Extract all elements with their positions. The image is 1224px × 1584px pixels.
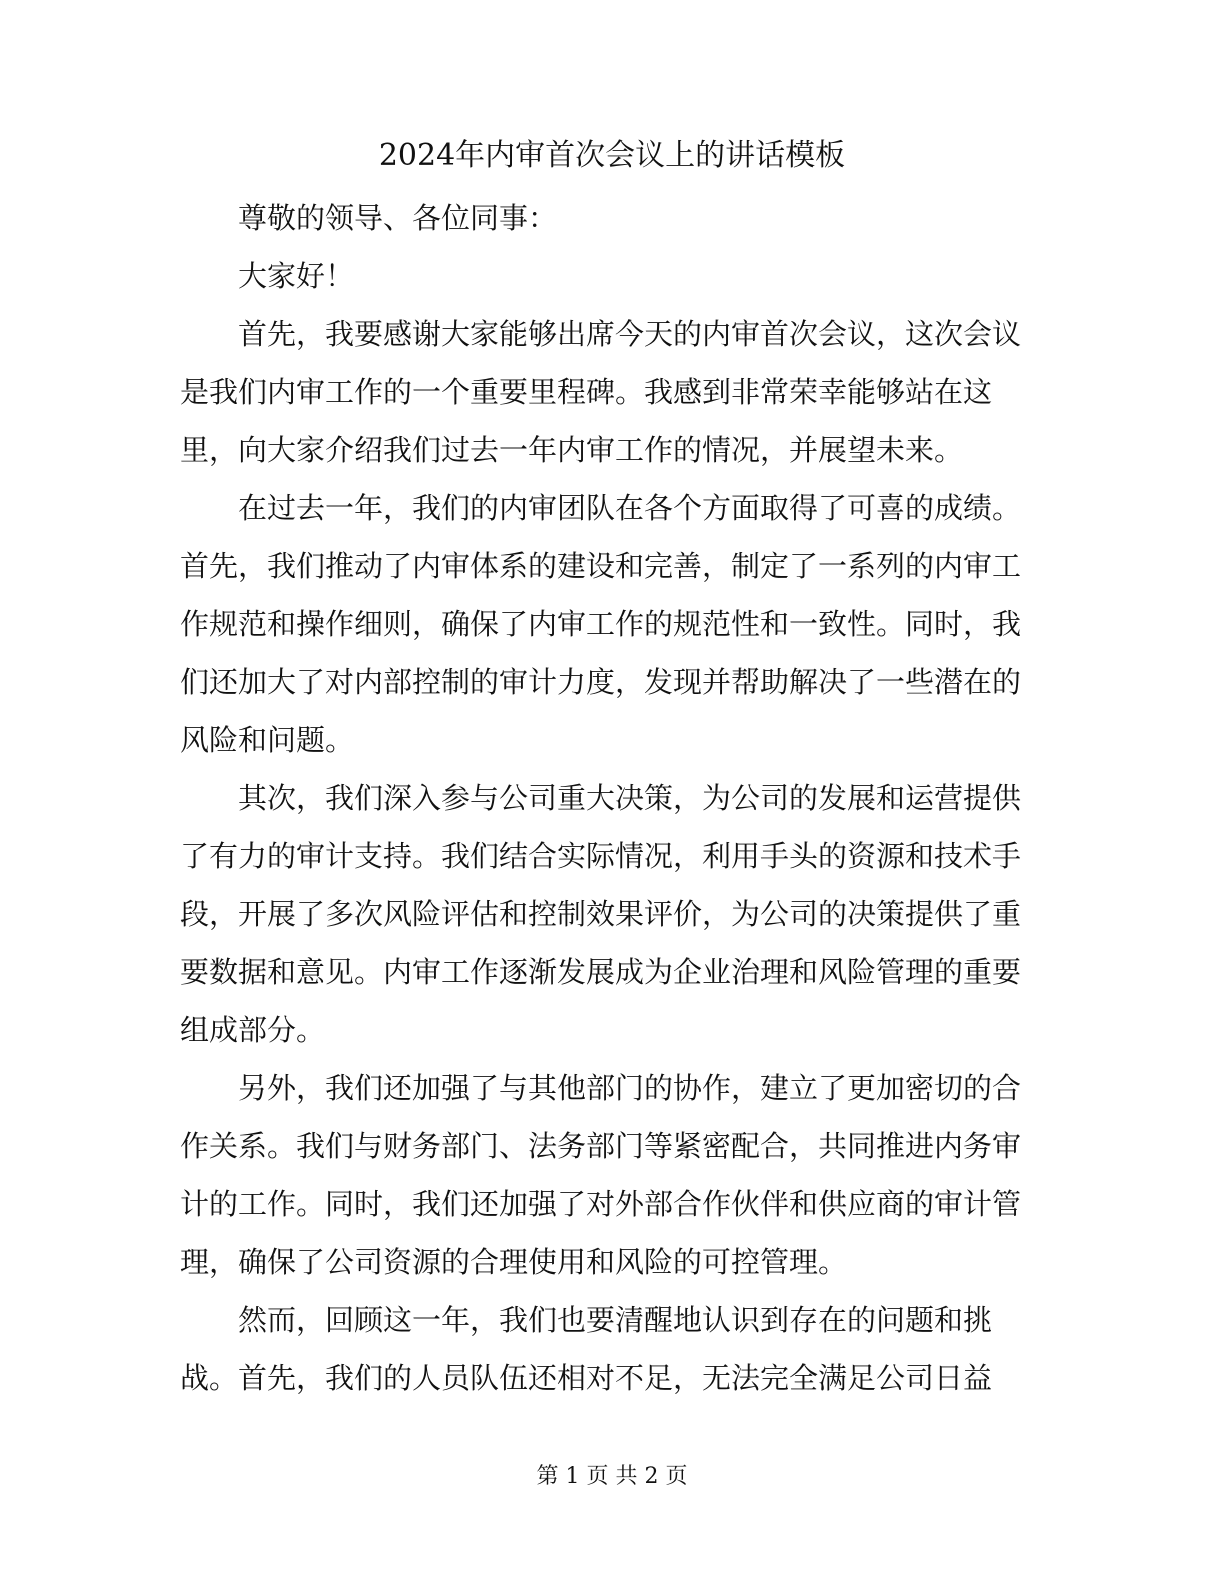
paragraph-achievements: 在过去一年，我们的内审团队在各个方面取得了可喜的成绩。首先，我们推动了内审体系的建设和完善，制定了一系列的内审工作规范和操作细则，确保了内审工作的规范性和一致性。同时，我们还加大了对内部控制的审计力度，发现并帮助解决了一些潜在的风险和问题。 — [180, 491, 1022, 757]
paragraph-challenges: 然而，回顾这一年，我们也要清醒地认识到存在的问题和挑战。首先，我们的人员队伍还相对不足，无法完全满足公司日益 — [180, 1303, 993, 1395]
paragraph-decision-support: 其次，我们深入参与公司重大决策，为公司的发展和运营提供了有力的审计支持。我们结合实际情况，利用手头的资源和技术手段，开展了多次风险评估和控制效果评价，为公司的决策提供了重要数据和意见。内审工作逐渐发展成为企业治理和风险管理的重要组成部分。 — [180, 781, 1022, 1047]
page-number-footer: 第 1 页 共 2 页 — [536, 1464, 688, 1489]
paragraph-collaboration: 另外，我们还加强了与其他部门的协作，建立了更加密切的合作关系。我们与财务部门、法务部门等紧密配合，共同推进内务审计的工作。同时，我们还加强了对外部合作伙伴和供应商的审计管理，确保了公司资源的合理使用和风险的可控管理。 — [180, 1071, 1022, 1279]
salutation: 尊敬的领导、各位同事： — [238, 201, 558, 235]
paragraph-opening: 首先，我要感谢大家能够出席今天的内审首次会议，这次会议是我们内审工作的一个重要里程碑。我感到非常荣幸能够站在这里，向大家介绍我们过去一年内审工作的情况，并展望未来。 — [180, 317, 1022, 467]
document-title: 2024年内审首次会议上的讲话模板 — [378, 138, 846, 173]
document-body — [180, 189, 1044, 1407]
greeting: 大家好！ — [238, 259, 355, 293]
